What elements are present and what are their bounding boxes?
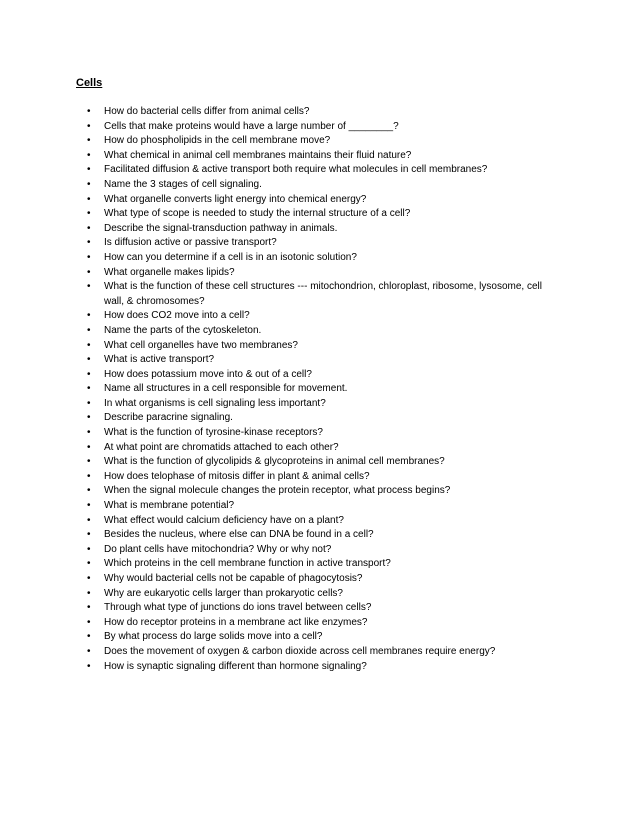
question-text: How does CO2 move into a cell?	[104, 310, 250, 322]
list-item	[0, 178, 638, 193]
question-text: Through what type of junctions do ions travel between cells?	[104, 602, 372, 614]
list-item	[0, 441, 638, 456]
bullet-icon: •	[87, 602, 91, 614]
bullet-icon: •	[87, 587, 91, 599]
question-text: How can you determine if a cell is in an isotonic solution?	[104, 251, 357, 263]
bullet-icon: •	[87, 222, 91, 234]
list-item	[0, 660, 638, 675]
bullet-icon: •	[87, 208, 91, 220]
bullet-icon: •	[87, 120, 91, 132]
bullet-icon: •	[87, 354, 91, 366]
list-item	[0, 499, 638, 514]
bullet-icon: •	[87, 485, 91, 497]
question-text: How is synaptic signaling different than hormone signaling?	[104, 660, 367, 672]
bullet-icon: •	[87, 135, 91, 147]
bullet-icon: •	[87, 164, 91, 176]
list-item	[0, 353, 638, 368]
list-item	[0, 251, 638, 266]
question-text: Is diffusion active or passive transport?	[104, 237, 277, 249]
list-item	[0, 207, 638, 222]
list-item	[0, 309, 638, 324]
bullet-icon: •	[87, 573, 91, 584]
bullet-icon: •	[87, 543, 91, 555]
list-item	[0, 630, 638, 645]
bullet-icon: •	[87, 368, 91, 380]
question-text: What is membrane potential?	[104, 500, 235, 512]
question-text: What effect would calcium deficiency have on a plant?	[104, 514, 344, 526]
list-item	[0, 557, 638, 572]
bullet-icon: •	[87, 500, 91, 512]
list-item	[0, 528, 638, 543]
question-text: Describe the signal-transduction pathway in animals.	[104, 222, 338, 234]
page-title: Cells	[76, 77, 103, 89]
question-text: What organelle makes lipids?	[104, 266, 235, 278]
list-item	[0, 193, 638, 208]
bullet-icon: •	[87, 441, 91, 453]
question-text: Facilitated diffusion & active transport both require what molecules in cell membranes?	[104, 164, 488, 176]
list-item	[0, 105, 638, 120]
bullet-icon: •	[87, 456, 91, 468]
bullet-icon: •	[87, 397, 91, 409]
bullet-icon: •	[87, 251, 91, 263]
bullet-icon: •	[87, 178, 91, 190]
list-item	[0, 149, 638, 164]
list-item	[0, 587, 638, 602]
bullet-icon: •	[87, 281, 91, 293]
question-text: Describe paracrine signaling.	[104, 412, 233, 424]
question-text: Cells that make proteins would have a large number of ________?	[104, 120, 399, 132]
list-item	[0, 411, 638, 426]
question-text: When the signal molecule changes the protein receptor, what process begins?	[104, 485, 451, 497]
bullet-icon: •	[87, 237, 91, 249]
list-item	[0, 266, 638, 281]
list-item	[0, 222, 638, 237]
question-text: Name all structures in a cell responsible for movement.	[104, 383, 348, 395]
bullet-icon: •	[87, 631, 91, 643]
question-text: What chemical in animal cell membranes maintains their fluid nature?	[104, 149, 412, 161]
list-item	[0, 382, 638, 397]
question-text: How does potassium move into & out of a cell?	[104, 368, 312, 380]
question-text: By what process do large solids move into a cell?	[104, 631, 323, 643]
bullet-icon: •	[87, 412, 91, 424]
list-item	[0, 470, 638, 485]
question-text: Besides the nucleus, where else can DNA be found in a cell?	[104, 529, 374, 541]
bullet-icon: •	[87, 106, 91, 117]
question-text: What type of scope is needed to study the internal structure of a cell?	[104, 208, 411, 220]
list-item	[0, 426, 638, 441]
bullet-icon: •	[87, 660, 91, 672]
bullet-icon: •	[87, 266, 91, 278]
list-item	[0, 163, 638, 178]
question-text: What is active transport?	[104, 354, 215, 366]
bullet-icon: •	[87, 383, 91, 395]
question-text: What is the function of glycolipids & glycoproteins in animal cell membranes?	[104, 456, 445, 468]
question-text: What is the function of tyrosine-kinase receptors?	[104, 427, 323, 439]
list-item	[0, 120, 638, 135]
question-text: Name the 3 stages of cell signaling.	[104, 178, 262, 190]
bullet-icon: •	[87, 514, 91, 526]
question-text: How does telophase of mitosis differ in plant & animal cells?	[104, 470, 370, 482]
question-text: In what organisms is cell signaling less important?	[104, 397, 326, 409]
bullet-icon: •	[87, 324, 91, 336]
question-text: Which proteins in the cell membrane function in active transport?	[104, 558, 391, 570]
question-text: At what point are chromatids attached to each other?	[104, 441, 339, 453]
list-item	[0, 339, 638, 354]
question-text: Does the movement of oxygen & carbon dioxide across cell membranes require energy?	[104, 645, 496, 657]
list-item	[0, 601, 638, 616]
bullet-icon: •	[87, 149, 91, 161]
question-list	[0, 105, 638, 674]
bullet-icon: •	[87, 645, 91, 657]
bullet-icon: •	[87, 427, 91, 439]
question-text: What cell organelles have two membranes?	[104, 339, 298, 351]
question-text: How do receptor proteins in a membrane act like enzymes?	[104, 616, 368, 628]
list-item	[0, 455, 638, 470]
bullet-icon: •	[87, 616, 91, 628]
question-text: How do bacterial cells differ from animal cells?	[104, 106, 310, 117]
list-item	[0, 514, 638, 529]
question-text: How do phospholipids in the cell membrane move?	[104, 135, 331, 147]
bullet-icon: •	[87, 310, 91, 322]
list-item	[0, 543, 638, 558]
question-text: Do plant cells have mitochondria? Why or why not?	[104, 543, 332, 555]
list-item	[0, 134, 638, 149]
bullet-icon: •	[87, 558, 91, 570]
question-text: Name the parts of the cytoskeleton.	[104, 324, 262, 336]
list-item	[0, 324, 638, 339]
list-item	[0, 397, 638, 412]
list-item	[0, 616, 638, 631]
question-text: What organelle converts light energy into chemical energy?	[104, 193, 367, 205]
list-item	[0, 645, 638, 660]
list-item	[0, 572, 638, 587]
bullet-icon: •	[87, 339, 91, 351]
question-text: Why are eukaryotic cells larger than prokaryotic cells?	[104, 587, 343, 599]
list-item	[0, 368, 638, 383]
bullet-icon: •	[87, 529, 91, 541]
bullet-icon: •	[87, 470, 91, 482]
list-item	[0, 484, 638, 499]
bullet-icon: •	[87, 193, 91, 205]
question-text: What is the function of these cell structures --- mitochondrion, chloroplast, ribosome, lysosome, cell wall, & chromosomes?	[104, 281, 542, 307]
list-item	[0, 236, 638, 251]
question-text: Why would bacterial cells not be capable of phagocytosis?	[104, 573, 363, 584]
list-item	[0, 280, 638, 309]
